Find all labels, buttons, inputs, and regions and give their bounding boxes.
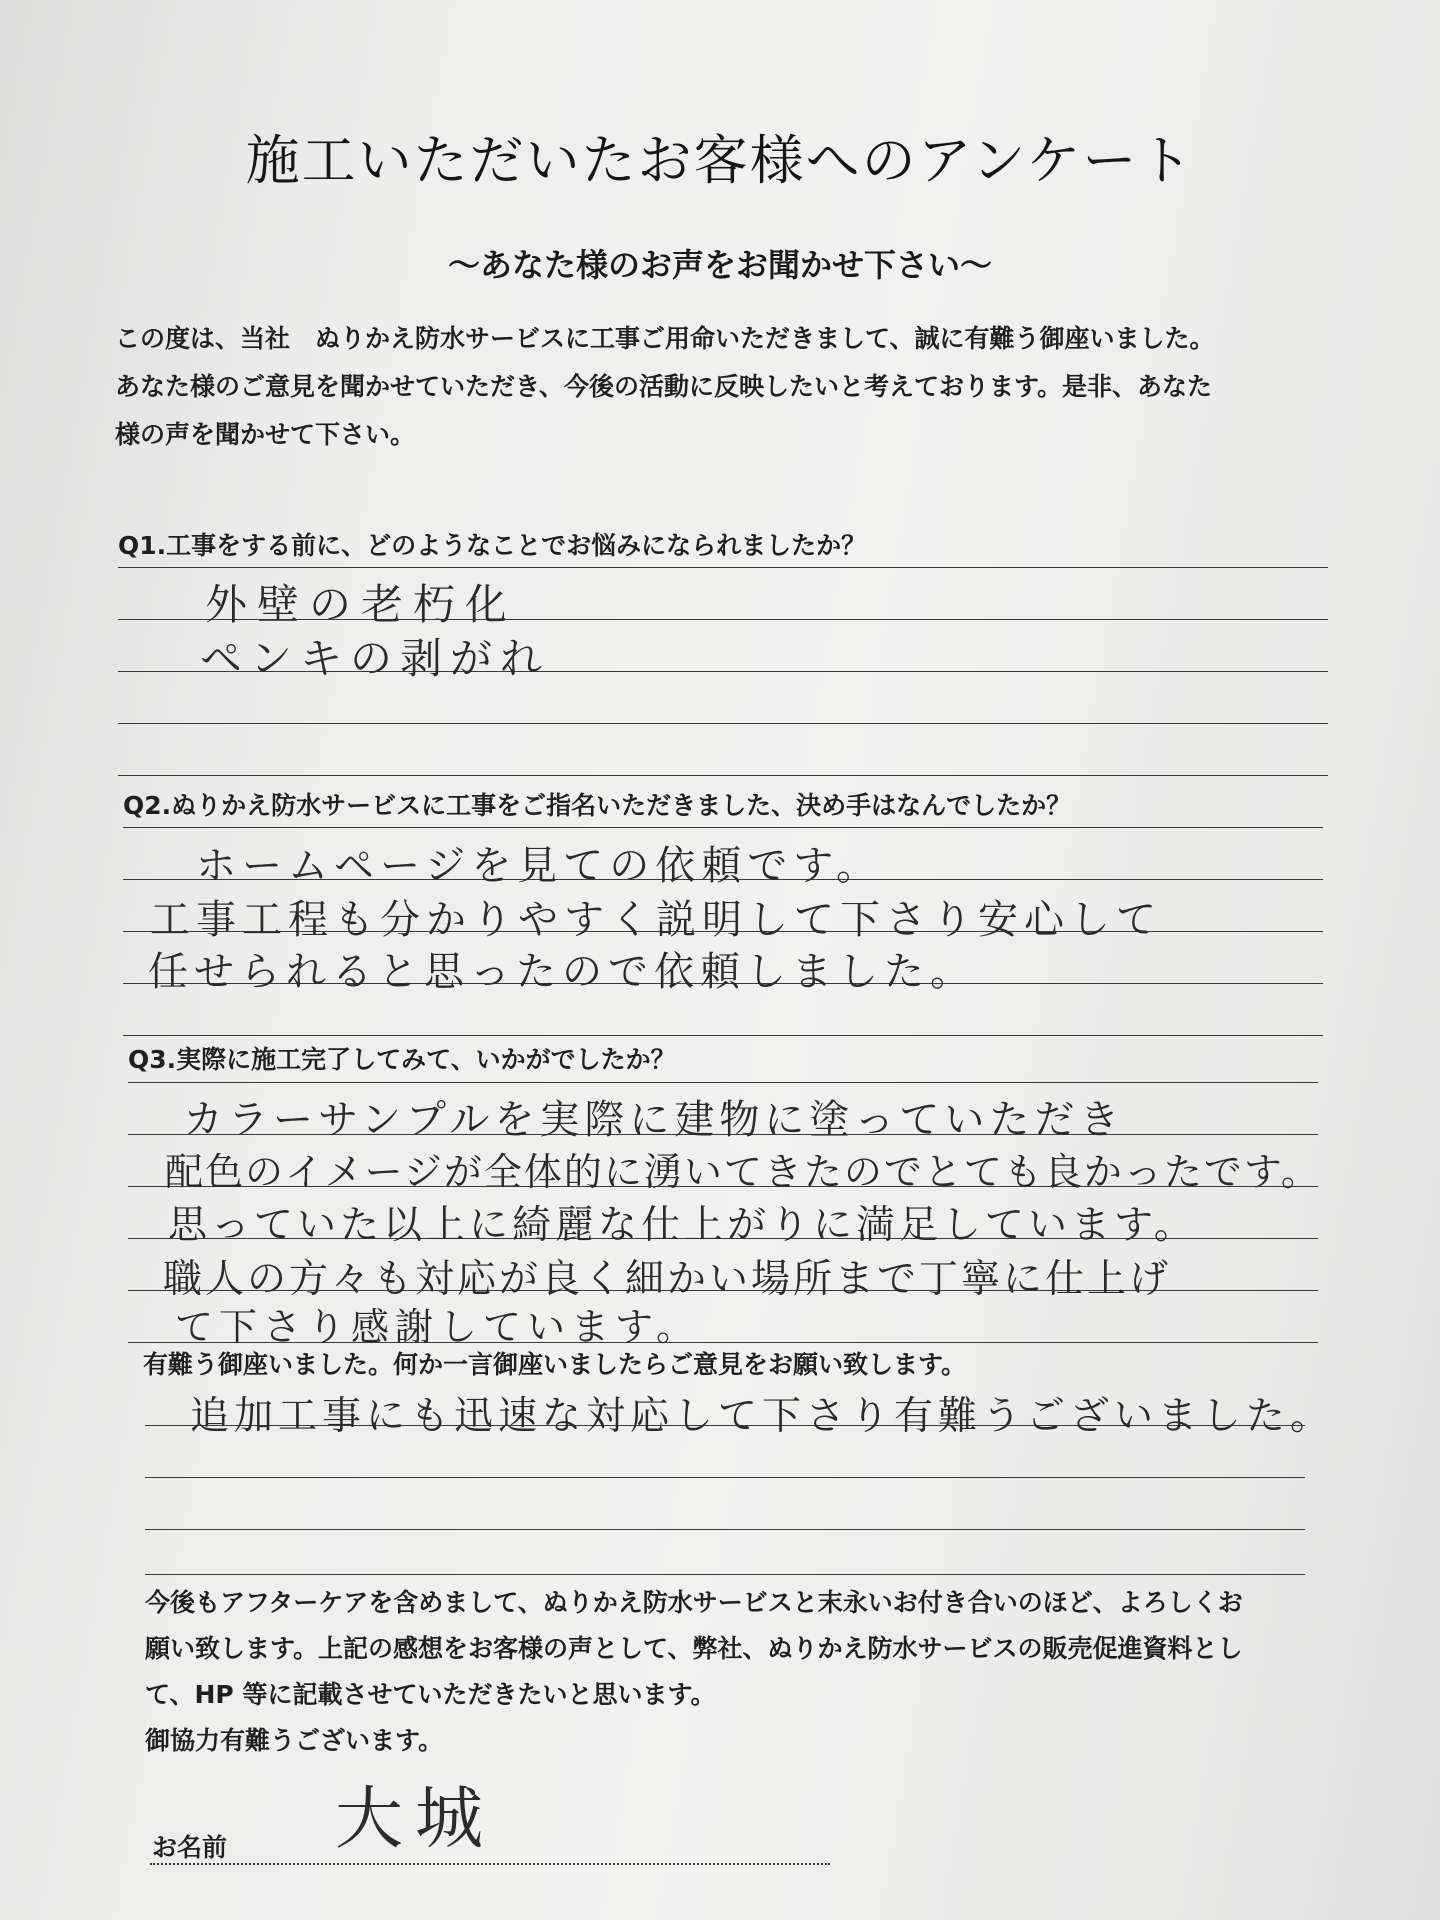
- name-signature: 大城: [335, 1780, 496, 1859]
- q1-answer-line: ペンキの剥がれ: [200, 634, 551, 683]
- closing-line: て、HP 等に記載させていただきたいと思います。: [145, 1680, 716, 1709]
- answer-rule: [123, 1035, 1323, 1036]
- closing-paragraph: [145, 1580, 1345, 1764]
- closing-line: 御協力有難うございます。: [145, 1726, 444, 1755]
- name-line: [150, 1863, 830, 1865]
- q2-answer-line: ホームページを見ての依頼です。: [196, 843, 882, 889]
- q1-question: Q1.工事をする前に、どのようなことでお悩みになられましたか？: [118, 531, 867, 560]
- q4-question: 有難う御座いました。何か一言御座いましたらご意見をお願い致します。: [143, 1350, 967, 1379]
- q2-answer-line: 任せられると思ったので依頼しました。: [148, 949, 976, 995]
- answer-rule: [123, 827, 1323, 828]
- q1-answer-line: 外壁の老朽化: [205, 580, 518, 629]
- name-label: お名前: [152, 1833, 228, 1862]
- page-subtitle: ～あなた様のお声をお聞かせ下さい～: [447, 246, 992, 284]
- q3-answer-line: 思っていた以上に綺麗な仕上がりに満足しています。: [168, 1203, 1197, 1248]
- q4-answer-line: 追加工事にも迅速な対応して下さり有難うございました。: [190, 1394, 1335, 1439]
- answer-rule: [145, 1477, 1305, 1478]
- q3-answer-line: 職人の方々も対応が良く細かい場所まで丁寧に仕上げ: [163, 1257, 1172, 1302]
- answer-rule: [118, 775, 1328, 776]
- page-title: 施工いただいたお客様へのアンケート: [245, 129, 1195, 192]
- answer-rule: [145, 1529, 1305, 1530]
- q3-question: Q3.実際に施工完了してみて、いかがでしたか？: [128, 1045, 676, 1074]
- intro-line: あなた様のご意見を聞かせていただき、今後の活動に反映したいと考えております。是非、あなた: [115, 372, 1213, 401]
- q2-question: Q2.ぬりかえ防水サービスに工事をご指名いただきました、決め手はなんでしたか？: [123, 791, 1072, 820]
- answer-rule: [118, 723, 1328, 724]
- closing-line: 今後もアフターケアを含めまして、ぬりかえ防水サービスと末永いお付き合いのほど、よろしくお: [145, 1588, 1243, 1617]
- intro-line: 様の声を聞かせて下さい。: [115, 420, 416, 449]
- answer-rule: [118, 567, 1328, 568]
- q2-answer-line: 工事工程も分かりやすく説明して下さり安心して: [150, 897, 1162, 943]
- answer-rule: [145, 1574, 1305, 1575]
- intro-paragraph: [115, 315, 1345, 459]
- answer-rule: [128, 1082, 1318, 1083]
- q3-answer-line: て下さり感謝しています。: [175, 1305, 700, 1349]
- q3-answer-line: 配色のイメージが全体的に湧いてきたのでとても良かったです。: [165, 1150, 1321, 1194]
- closing-line: 願い致します。上記の感想をお客様の声として、弊社、ぬりかえ防水サービスの販売促進資料とし: [145, 1634, 1243, 1663]
- q3-answer-line: カラーサンプルを実際に建物に塗っていただき: [183, 1097, 1125, 1143]
- intro-line: この度は、当社 ぬりかえ防水サービスに工事ご用命いただきまして、誠に有難う御座いました。: [115, 324, 1215, 353]
